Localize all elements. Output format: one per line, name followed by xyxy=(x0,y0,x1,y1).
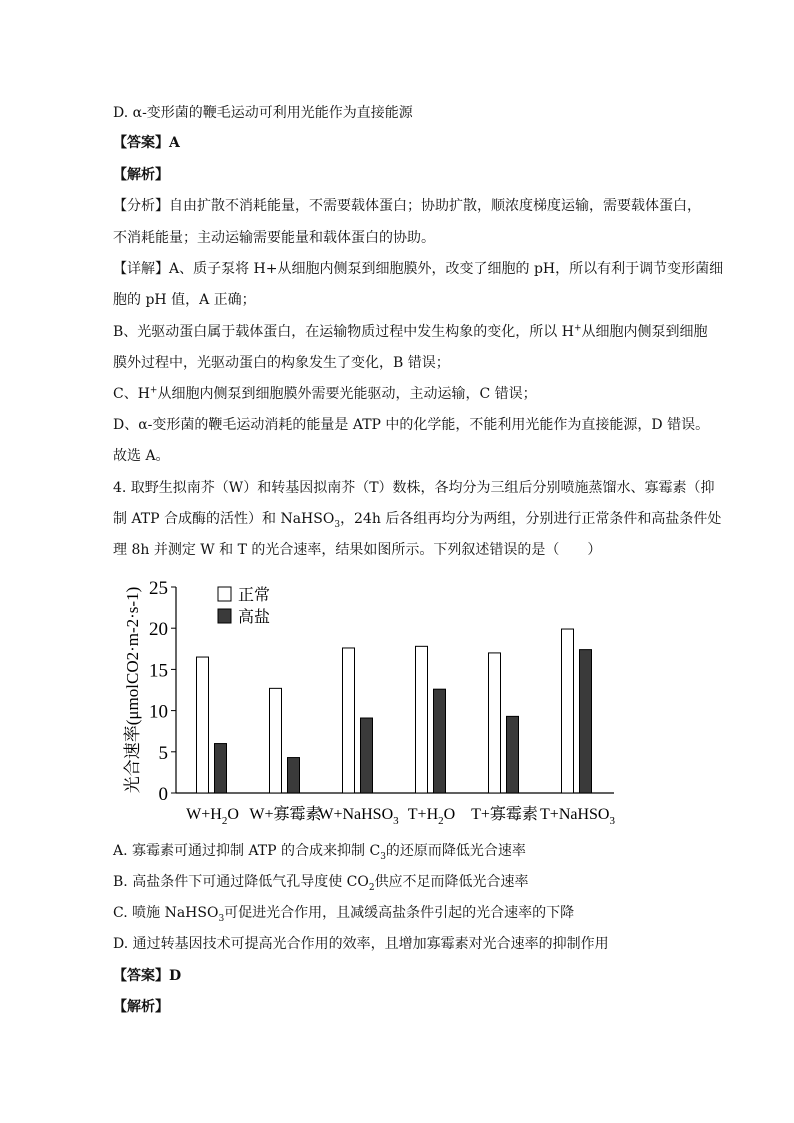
bar-high-salt xyxy=(215,744,227,793)
text-part: A. 寡霉素可通过抑制 ATP 的合成来抑制 C xyxy=(113,843,381,859)
answer-label-2: 【答案】D xyxy=(113,968,182,984)
bar-normal xyxy=(562,629,574,793)
y-tick-label: 15 xyxy=(149,660,168,682)
y-axis-label: 光合速率(μmolCO2·m-2·s-1) xyxy=(123,586,142,794)
text-part: 从细胞内侧泵到细胞膜外需要光能驱动，主动运输，C 错误； xyxy=(157,386,537,402)
x-tick-label: T+寡霉素 xyxy=(471,806,538,823)
bar-normal xyxy=(270,688,282,793)
choose-text: 故选 A。 xyxy=(113,448,170,464)
bar-chart xyxy=(118,570,628,832)
bar-high-salt xyxy=(361,718,373,793)
option-d-prev: D. α-变形菌的鞭毛运动可利用光能作为直接能源 xyxy=(113,105,413,121)
bar-normal xyxy=(343,648,355,793)
bar-high-salt xyxy=(580,650,592,793)
option-c[interactable] xyxy=(113,903,574,923)
question-text-1: 4. 取野生拟南芥（W）和转基因拟南芥（T）数株，各均分为三组后分别喷施蒸馏水、寡霉素（抑 xyxy=(113,480,715,496)
text-part: 的还原而降低光合速率 xyxy=(385,843,526,859)
x-tick-label: W+NaHSO$_3$ xyxy=(318,806,399,827)
text-part: C、H xyxy=(113,386,150,402)
question-text-3: 理 8h 并测定 W 和 T 的光合速率，结果如图所示。下列叙述错误的是（ ） xyxy=(113,542,602,558)
text-part: C. 喷施 NaHSO xyxy=(113,905,219,921)
text-part: 可促进光合作用，且减缓高盐条件引起的光合速率的下降 xyxy=(224,905,575,921)
y-tick-label: 5 xyxy=(158,742,168,764)
chart-legend xyxy=(218,586,270,626)
option-a[interactable] xyxy=(113,841,526,861)
text-part: 供应不足而降低光合速率 xyxy=(374,874,529,890)
legend-swatch xyxy=(218,587,231,601)
bar-normal xyxy=(489,653,501,793)
bar-high-salt xyxy=(507,716,519,793)
question-text-2 xyxy=(113,509,721,529)
option-b[interactable] xyxy=(113,872,529,892)
subscript: 3 xyxy=(380,851,386,862)
legend-swatch xyxy=(218,609,231,623)
detail-text-3 xyxy=(113,322,708,342)
x-tick-label: T+NaHSO$_3$ xyxy=(540,806,615,827)
analysis-text-2: 不消耗能量；主动运输需要能量和载体蛋白的协助。 xyxy=(113,230,435,246)
subscript: 3 xyxy=(334,519,341,530)
text-part: 从细胞内侧泵到细胞 xyxy=(581,324,708,340)
text-part: ，24h 后各组再均分为两组，分别进行正常条件和高盐条件处 xyxy=(340,511,722,527)
text-part: B. 高盐条件下可通过降低气孔导度使 CO xyxy=(113,874,369,890)
y-tick-label: 0 xyxy=(158,784,168,805)
bar-normal xyxy=(197,657,209,793)
analysis-label-2: 【解析】 xyxy=(113,999,169,1015)
y-tick-label: 25 xyxy=(149,578,168,599)
analysis-text-1: 【分析】自由扩散不消耗能量，不需要载体蛋白；协助扩散，顺浓度梯度运输，需要载体蛋白， xyxy=(113,198,701,214)
bar-high-salt xyxy=(434,689,446,793)
answer-label: 【答案】A xyxy=(113,135,180,151)
bar-normal xyxy=(416,646,428,793)
detail-text-1: 【详解】A、质子泵将 H+从细胞内侧泵到细胞膜外，改变了细胞的 pH，所以有利于调节变形菌细 xyxy=(113,261,724,277)
superscript: + xyxy=(149,385,158,396)
detail-text-4: 膜外过程中，光驱动蛋白的构象发生了变化，B 错误； xyxy=(113,355,450,371)
x-tick-label: W+寡霉素 xyxy=(249,806,322,823)
x-tick-label: $T+H_2O$ xyxy=(407,806,456,827)
detail-text-2: 胞的 pH 值，A 正确； xyxy=(113,292,256,308)
text-part: 制 ATP 合成酶的活性）和 NaHSO xyxy=(113,511,335,527)
y-tick-label: 20 xyxy=(149,619,168,641)
legend-label: 高盐 xyxy=(238,609,271,626)
subscript: 2 xyxy=(368,882,375,893)
detail-text-5 xyxy=(113,384,537,404)
text-part: B、光驱动蛋白属于载体蛋白，在运输物质过程中发生构象的变化，所以 H xyxy=(113,324,574,340)
y-tick-label: 10 xyxy=(149,701,168,723)
x-tick-label: $W+H_2O$ xyxy=(186,806,239,827)
option-d[interactable]: D. 通过转基因技术可提高光合作用的效率，且增加寡霉素对光合速率的抑制作用 xyxy=(113,936,609,952)
analysis-label: 【解析】 xyxy=(113,167,169,183)
detail-text-6: D、α-变形菌的鞭毛运动消耗的能量是 ATP 中的化学能，不能利用光能作为直接能源，D 错误。 xyxy=(113,417,710,433)
superscript: + xyxy=(573,323,582,334)
chart-bars xyxy=(197,629,592,793)
subscript: 3 xyxy=(218,913,225,924)
legend-label: 正常 xyxy=(238,587,271,604)
bar-high-salt xyxy=(288,758,300,793)
